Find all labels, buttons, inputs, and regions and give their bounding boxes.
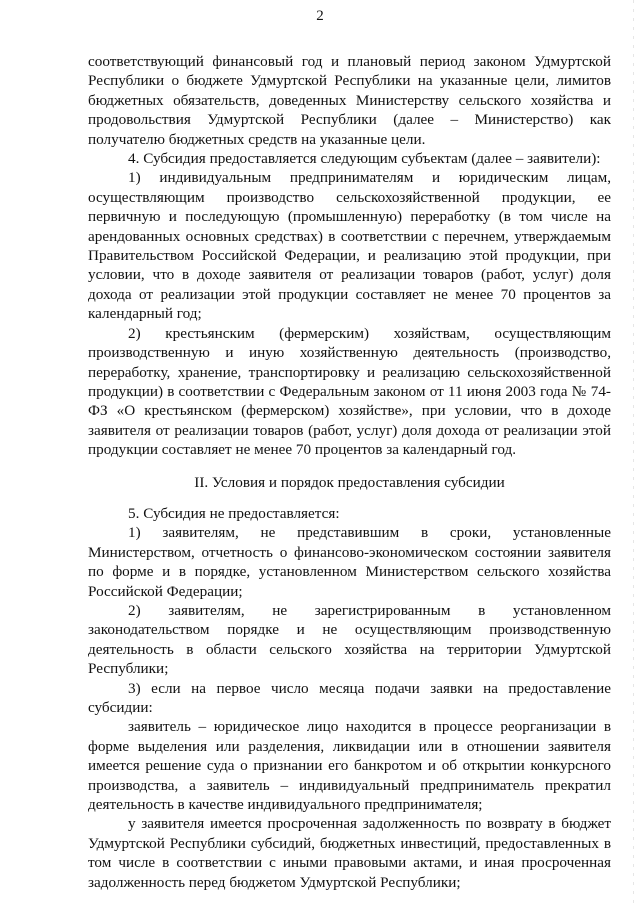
paragraph-item-5-1: 1) заявителям, не представившим в сроки, установленные Министерством, отчетность о финансово-экономическом состоянии заявителя по форме и в порядке, установленном Министерством сельского хозяйства Российской Федерации;: [88, 524, 611, 600]
paragraph-item-5: 5. Субсидия не предоставляется:: [128, 504, 340, 522]
page-number: 2: [316, 8, 324, 24]
paragraph-item-5-2: 2) заявителям, не зарегистрированным в установленном законодательством порядке и не осуществляющим производственную деятельность в области сельского хозяйства на территории Удмуртской Республики;: [88, 601, 611, 678]
paragraph-item-5-3: 3) если на первое число месяца подачи заявки на предоставление субсидии:: [88, 679, 611, 716]
paragraph-item-4: 4. Субсидия предоставляется следующим субъектам (далее – заявители):: [128, 150, 601, 168]
paragraph-item-5-3-b: у заявителя имеется просроченная задолженность по возврату в бюджет Удмуртской Республики субсидий, бюджетных инвестиций, предоставленных в том числе в соответствии с иными правовыми актами, и иная просроченная задолженность перед бюджетом Удмуртской Республики;: [88, 815, 611, 891]
scan-edge-artifact: [633, 0, 634, 905]
section-heading: II. Условия и порядок предоставления субсидии: [194, 473, 505, 491]
document-body: [88, 52, 611, 892]
paragraph-item-5-3-a: заявитель – юридическое лицо находится в процессе реорганизации в форме выделения или разделения, ликвидации или в отношении заявителя имеется решение суда о признании его банкротом и об открытии конкурсного производства, а заявитель – индивидуальный предприниматель прекратил деятельность в качестве индивидуального предпринимателя;: [88, 718, 611, 814]
paragraph-item-4-1: 1) индивидуальным предпринимателям и юридическим лицам, осуществляющим производство сельскохозяйственной продукции, ее первичную и последующую (промышленную) переработку (в том числе на арендованных основных средствах) в соответствии с перечнем, утверждаемым Правительством Российской Федерации, и реализацию этой продукции, при условии, что в доходе заявителя от реализации товаров (работ, услуг) доля дохода от реализации этой продукции составляет не менее 70 процентов за календарный год;: [88, 169, 611, 323]
paragraph-item-4-2: 2) крестьянским (фермерским) хозяйствам, осуществляющим производственную и иную хозяйственную деятельность (производство, переработку, хранение, транспортировку и реализацию сельскохозяйственной продукции) в соответствии с Федеральным законом от 11 июня 2003 года № 74-ФЗ «О крестьянском (фермерском) хозяйстве», при условии, что в доходе заявителя от реализации товаров (работ, услуг) доля дохода от реализации этой продукции составляет не менее 70 процентов за календарный год.: [88, 324, 611, 459]
paragraph-continuation: соответствующий финансовый год и плановый период законом Удмуртской Республики о бюджете Удмуртской Республики на указанные цели, лимитов бюджетных обязательств, доведенных Министерству сельского хозяйства и продовольствия Удмуртской Республики (далее – Министерство) как получателю бюджетных средств на указанные цели.: [88, 53, 611, 148]
